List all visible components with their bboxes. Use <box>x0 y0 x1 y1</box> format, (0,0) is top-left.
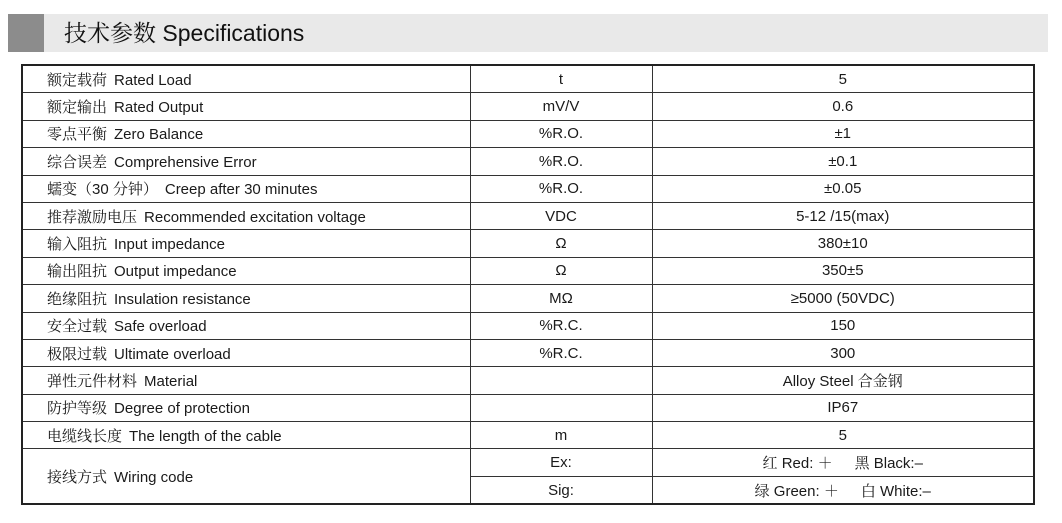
param-cell <box>22 422 470 449</box>
wire-red: 红 Red: ＋ <box>762 455 833 473</box>
wire-black: 黑 Black:– <box>854 455 923 473</box>
section-header <box>8 14 1048 52</box>
param-zh: 输出阻抗 <box>47 263 108 281</box>
value-cell: 380±10 <box>652 230 1034 257</box>
param-cell <box>22 312 470 339</box>
value-cell: 300 <box>652 339 1034 366</box>
value-cell: 5 <box>652 65 1034 93</box>
param-zh: 极限过载 <box>47 345 108 363</box>
param-cell <box>22 65 470 93</box>
wire-green: 绿 Green: ＋ <box>754 482 839 500</box>
unit-cell: Ω <box>470 257 652 284</box>
spec-row-ultimate-overload <box>22 339 1034 366</box>
spec-row-safe-overload <box>22 312 1034 339</box>
param-en: Zero Balance <box>114 126 204 144</box>
param-zh: 综合误差 <box>47 153 108 171</box>
param-en: Comprehensive Error <box>114 153 257 171</box>
param-zh: 输入阻抗 <box>47 236 108 254</box>
unit-cell: t <box>470 65 652 93</box>
wiring-ex-value <box>652 449 1034 476</box>
param-zh: 额定输出 <box>47 99 108 117</box>
param-en: Wiring code <box>114 468 194 486</box>
param-zh: 防护等级 <box>47 400 108 418</box>
value-cell: 5-12 /15(max) <box>652 202 1034 229</box>
spec-row-protection <box>22 394 1034 421</box>
value-cell: IP67 <box>652 394 1034 421</box>
param-cell <box>22 175 470 202</box>
spec-row-cable-length <box>22 422 1034 449</box>
param-en: Material <box>144 372 198 390</box>
header-accent-block <box>8 14 44 52</box>
spec-row-input-impedance <box>22 230 1034 257</box>
value-cell: ±0.1 <box>652 148 1034 175</box>
wiring-sig-value <box>652 476 1034 504</box>
spec-row-material <box>22 367 1034 394</box>
value-cell: 150 <box>652 312 1034 339</box>
param-zh: 接线方式 <box>47 468 108 486</box>
value-cell: ±1 <box>652 120 1034 147</box>
wire-white: 白 White:– <box>860 482 931 500</box>
unit-cell: %R.C. <box>470 339 652 366</box>
param-cell <box>22 202 470 229</box>
param-en: Degree of protection <box>114 400 250 418</box>
unit-cell: VDC <box>470 202 652 229</box>
param-en: Ultimate overload <box>114 345 231 363</box>
param-cell <box>22 93 470 120</box>
wiring-sig-label: Sig: <box>470 476 652 504</box>
spec-row-zero-balance <box>22 120 1034 147</box>
param-cell <box>22 120 470 147</box>
unit-cell: %R.O. <box>470 148 652 175</box>
spec-row-creep <box>22 175 1034 202</box>
param-en: Input impedance <box>114 236 225 254</box>
value-cell: ±0.05 <box>652 175 1034 202</box>
param-en: Safe overload <box>114 318 207 336</box>
unit-cell: mV/V <box>470 93 652 120</box>
unit-cell: Ω <box>470 230 652 257</box>
spec-row-rated-load <box>22 65 1034 93</box>
value-cell: 350±5 <box>652 257 1034 284</box>
wiring-param-cell <box>22 449 470 504</box>
unit-cell: m <box>470 422 652 449</box>
unit-cell <box>470 367 652 394</box>
value-cell: Alloy Steel 合金钢 <box>652 367 1034 394</box>
param-zh: 电缆线长度 <box>47 427 123 445</box>
unit-cell: %R.O. <box>470 120 652 147</box>
spec-row-insulation-resistance <box>22 285 1034 312</box>
unit-cell: MΩ <box>470 285 652 312</box>
section-title: 技术参数 Specifications <box>64 20 305 46</box>
spec-row-comprehensive-error <box>22 148 1034 175</box>
spec-row-wiring-ex <box>22 449 1034 476</box>
value-cell: 0.6 <box>652 93 1034 120</box>
spec-row-excitation-voltage <box>22 202 1034 229</box>
param-zh: 额定载荷 <box>47 71 108 89</box>
param-zh: 蠕变（30 分钟） <box>47 181 158 199</box>
param-en: Insulation resistance <box>114 290 251 308</box>
param-zh: 安全过载 <box>47 318 108 336</box>
param-cell <box>22 394 470 421</box>
param-en: Recommended excitation voltage <box>144 208 366 226</box>
param-zh: 零点平衡 <box>47 126 108 144</box>
param-en: The length of the cable <box>129 427 282 445</box>
unit-cell: %R.C. <box>470 312 652 339</box>
param-cell <box>22 148 470 175</box>
param-en: Output impedance <box>114 263 237 281</box>
param-cell <box>22 257 470 284</box>
spec-row-output-impedance <box>22 257 1034 284</box>
param-zh: 推荐激励电压 <box>47 208 138 226</box>
specifications-table <box>21 64 1035 505</box>
value-cell: ≥5000 (50VDC) <box>652 285 1034 312</box>
param-en: Rated Output <box>114 99 204 117</box>
value-cell: 5 <box>652 422 1034 449</box>
param-en: Rated Load <box>114 71 192 89</box>
spec-row-rated-output <box>22 93 1034 120</box>
wiring-ex-label: Ex: <box>470 449 652 476</box>
param-cell <box>22 230 470 257</box>
param-cell <box>22 339 470 366</box>
unit-cell: %R.O. <box>470 175 652 202</box>
param-cell <box>22 367 470 394</box>
param-zh: 弹性元件材料 <box>47 372 138 390</box>
unit-cell <box>470 394 652 421</box>
param-cell <box>22 285 470 312</box>
param-zh: 绝缘阻抗 <box>47 290 108 308</box>
param-en: Creep after 30 minutes <box>164 181 318 199</box>
